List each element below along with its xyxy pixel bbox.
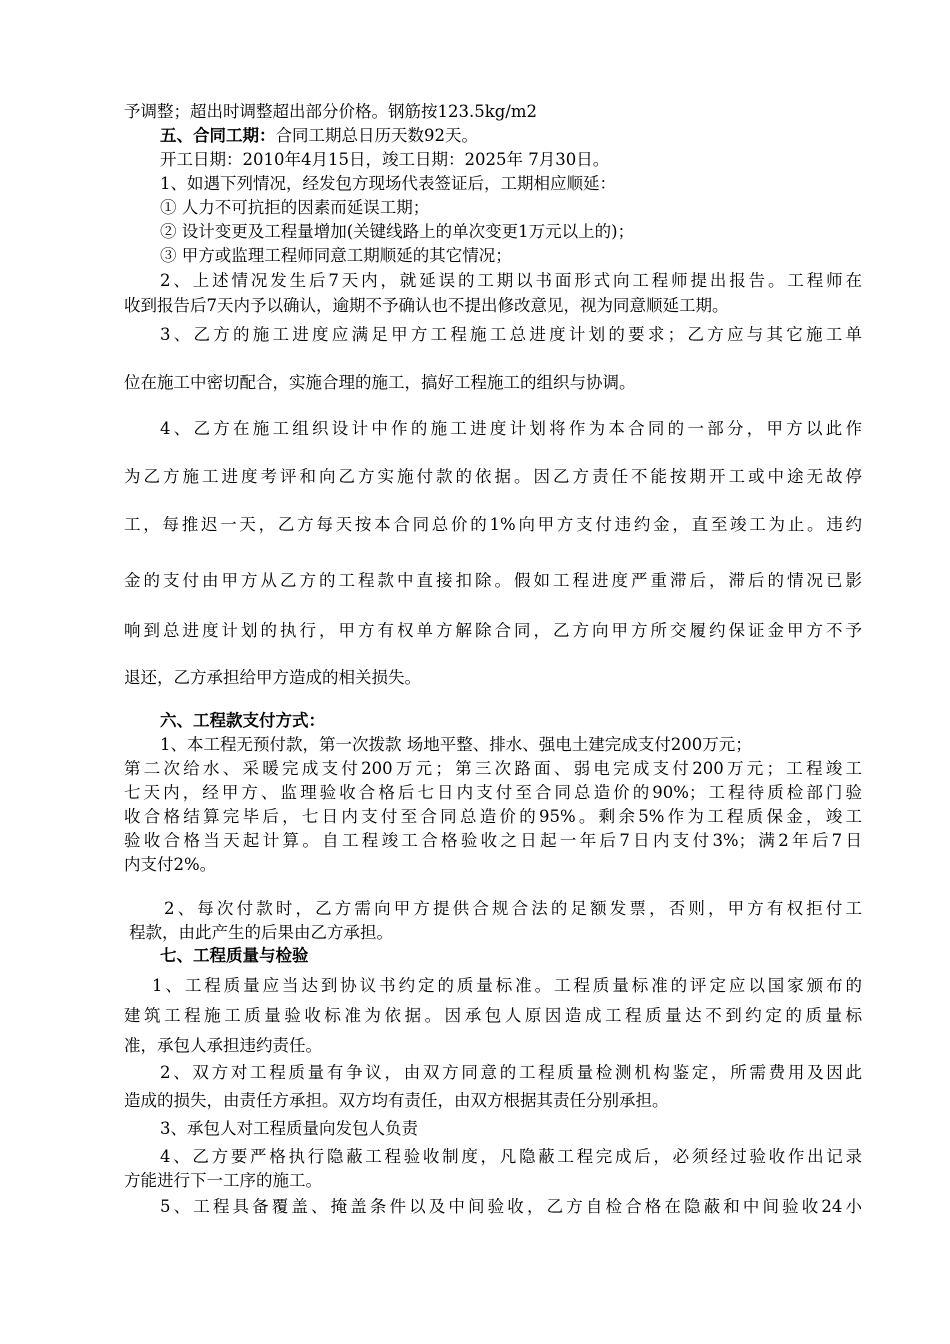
text-line: 验收合格当天起计算。自工程竣工合格验收之日起一年后7日内支付3%；满2年后7日 <box>124 831 862 850</box>
text-line: 七天内，经甲方、监理验收合格后七日内支付至合同总造价的90%；工程待质检部门验 <box>124 783 862 802</box>
text-line: 金的支付由甲方从乙方的工程款中直接扣除。假如工程进度严重滞后，滞后的情况已影 <box>124 571 862 590</box>
list-item: ③ 甲方或监理工程师同意工期顺延的其它情况； <box>160 246 512 265</box>
text-line: 予调整；超出时调整超出部分价格。钢筋按123.5kg/m2 <box>124 102 537 121</box>
text-line: 收到报告后7天内予以确认，逾期不予确认也不提出修改意见，视为同意顺延工期。 <box>124 296 729 315</box>
section-heading-6: 六、工程款支付方式： <box>160 711 325 730</box>
text-line: 4、乙方要严格执行隐蔽工程验收制度，凡隐蔽工程完成后，必须经过验收作出记录 <box>160 1147 862 1166</box>
list-item: ① 人力不可抗拒的因素而延误工期； <box>160 198 430 217</box>
section-heading-7: 七、工程质量与检验 <box>160 946 309 965</box>
text-line: 合同工期总日历天数92天。 <box>275 126 478 145</box>
text-line: 5、工程具备覆盖、掩盖条件以及中间验收，乙方自检合格在隐蔽和中间验收24小 <box>160 1197 862 1216</box>
text-line: 响到总进度计划的执行，甲方有权单方解除合同，乙方向甲方所交履约保证金甲方不予 <box>124 621 862 640</box>
text-line: 开工日期：2010年4月15日，竣工日期：2025年 7月30日。 <box>160 150 610 169</box>
text-line: 1、本工程无预付款，第一次拨款 场地平整、排水、强电土建完成支付200万元； <box>160 735 752 754</box>
text-line: 建筑工程施工质量验收标准为依据。因承包人原因造成工程质量达不到约定的质量标 <box>124 1006 862 1025</box>
text-line: 位在施工中密切配合，实施合理的施工，搞好工程施工的组织与协调。 <box>124 373 636 392</box>
text-line: 造成的损失，由责任方承担。双方均有责任，由双方根据其责任分别承担。 <box>124 1091 669 1110</box>
section-heading-5: 五、合同工期： <box>160 126 276 145</box>
text-line: 1、如遇下列情况，经发包方现场代表签证后，工期相应顺延： <box>160 174 616 193</box>
text-line: 3、乙方的施工进度应满足甲方工程施工总进度计划的要求；乙方应与其它施工单 <box>160 325 862 344</box>
text-line: 第二次给水、采暖完成支付200万元；第三次路面、弱电完成支付200万元；工程竣工 <box>124 759 862 778</box>
text-line: 工，每推迟一天，乙方每天按本合同总价的1%向甲方支付违约金，直至竣工为止。违约 <box>124 515 862 534</box>
text-line: 准，承包人承担违约责任。 <box>124 1036 322 1055</box>
text-line: 1、工程质量应当达到协议书约定的质量标准。工程质量标准的评定应以国家颁布的 <box>152 976 862 995</box>
text-line: 为乙方施工进度考评和向乙方实施付款的依据。因乙方责任不能按期开工或中途无故停 <box>124 467 862 486</box>
text-line: 方能进行下一工序的施工。 <box>124 1171 322 1190</box>
text-line: 程款，由此产生的后果由乙方承担。 <box>129 923 393 942</box>
text-line: 退还，乙方承担给甲方造成的相关损失。 <box>124 668 421 687</box>
text-line: 收合格结算完毕后，七日内支付至合同总造价的95%。剩余5%作为工程质保金，竣工 <box>124 807 862 826</box>
text-line: 2、每次付款时，乙方需向甲方提供合规合法的足额发票，否则，甲方有权拒付工 <box>164 899 862 918</box>
text-line: 3、承包人对工程质量向发包人负责 <box>160 1119 418 1138</box>
text-line: 2、上述情况发生后7天内，就延误的工期以书面形式向工程师提出报告。工程师在 <box>160 271 862 290</box>
text-line: 2、双方对工程质量有争议，由双方同意的工程质量检测机构鉴定，所需费用及因此 <box>160 1063 862 1082</box>
text-line: 4、乙方在施工组织设计中作的施工进度计划将作为本合同的一部分，甲方以此作 <box>160 419 862 438</box>
section-heading-line <box>160 125 898 147</box>
list-item: ② 设计变更及工程量增加(关键线路上的单次变更1万元以上的)； <box>160 222 635 241</box>
text-line: 内支付2%。 <box>124 855 217 874</box>
